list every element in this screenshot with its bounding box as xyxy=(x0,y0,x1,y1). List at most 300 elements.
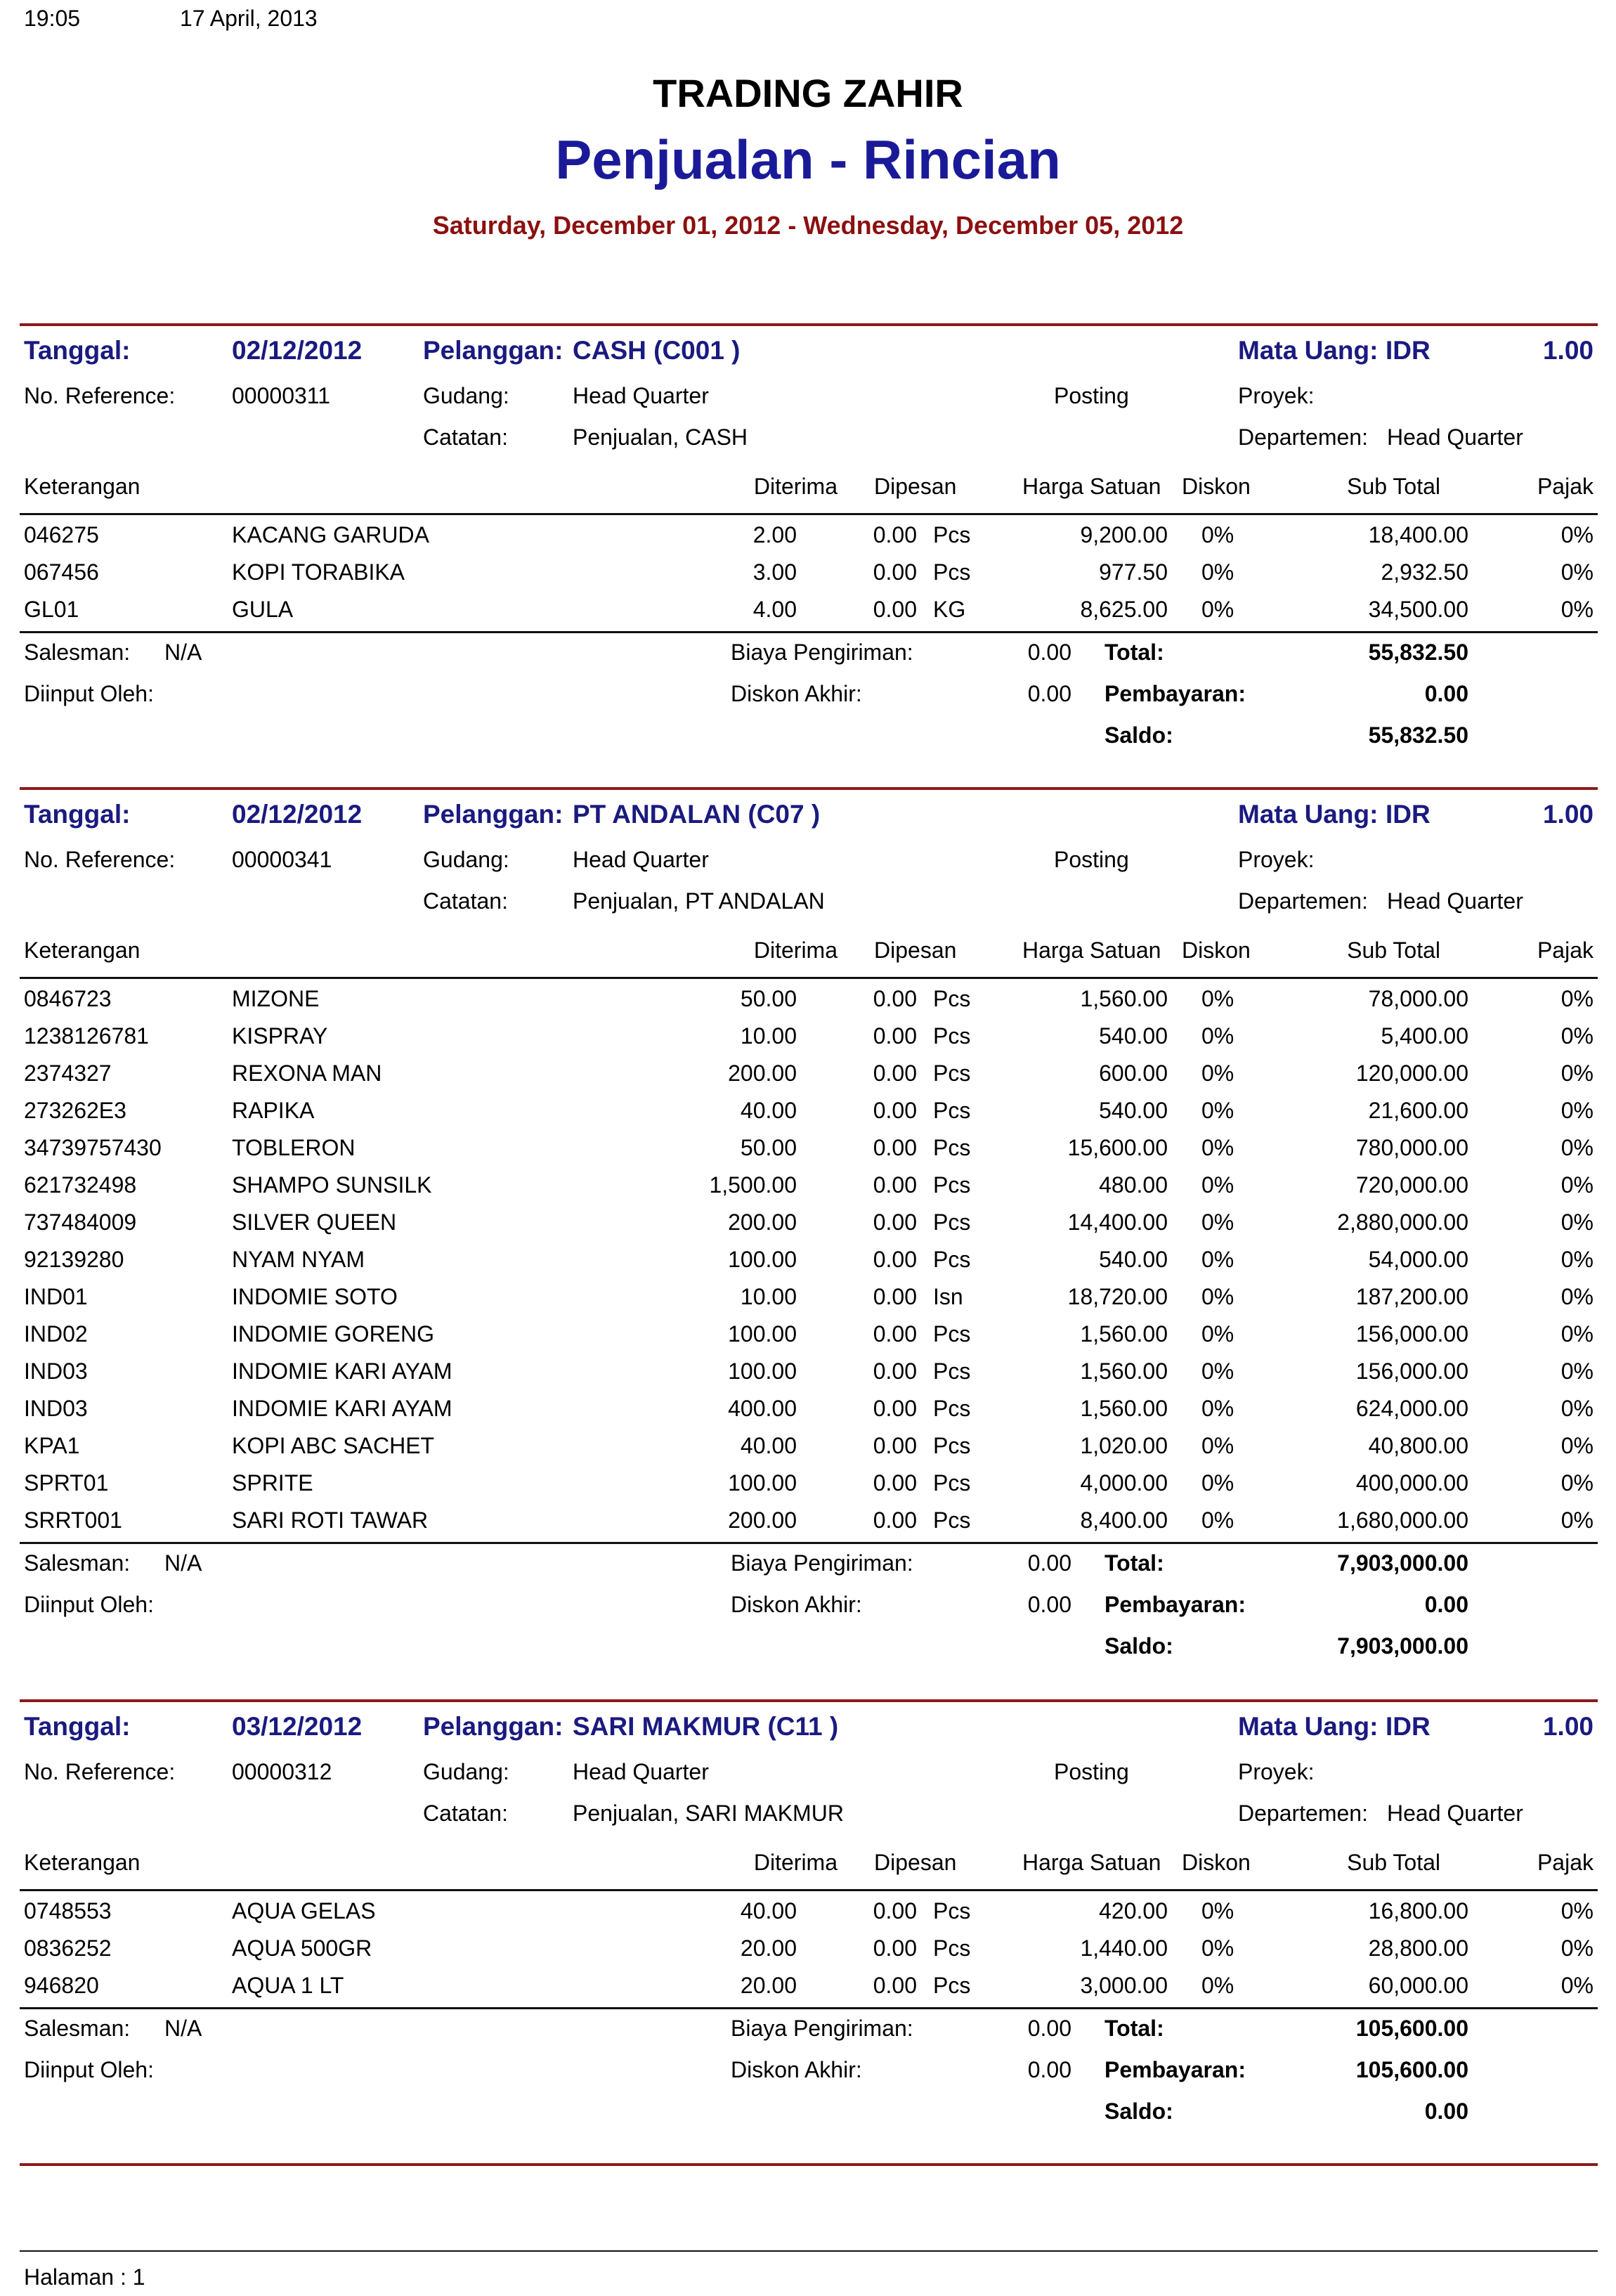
item-harga: 1,560.00 xyxy=(1080,1396,1168,1421)
report-end-rule xyxy=(20,2163,1598,2166)
no-reference-label: No. Reference: xyxy=(24,383,176,408)
kurs-value: 1.00 xyxy=(1542,336,1594,365)
item-unit: KG xyxy=(933,597,966,622)
table-row xyxy=(0,1321,1616,1356)
tanggal-label: Tanggal: xyxy=(24,800,131,829)
pembayaran-label: Pembayaran: xyxy=(1105,1592,1246,1617)
col-dipesan: Dipesan xyxy=(874,1850,957,1875)
item-pajak: 0% xyxy=(1560,522,1594,547)
item-pajak: 0% xyxy=(1560,1358,1594,1384)
item-unit: Pcs xyxy=(933,1470,971,1496)
tanggal-label: Tanggal: xyxy=(24,1712,131,1741)
item-diskon: 0% xyxy=(1201,1433,1234,1458)
table-row xyxy=(0,1023,1616,1058)
item-diskon: 0% xyxy=(1201,1135,1234,1160)
items-bottom-rule xyxy=(20,2007,1598,2009)
item-diskon: 0% xyxy=(1201,522,1234,547)
table-row xyxy=(0,1247,1616,1282)
mata-uang-value: IDR xyxy=(1386,336,1431,365)
salesman-label: Salesman: xyxy=(24,640,131,665)
proyek-label: Proyek: xyxy=(1238,1759,1315,1784)
company-name: TRADING ZAHIR xyxy=(653,71,963,115)
col-keterangan: Keterangan xyxy=(24,938,141,963)
report-title: Penjualan - Rincian xyxy=(555,129,1061,190)
column-header-rule xyxy=(20,1889,1598,1891)
item-harga: 480.00 xyxy=(1099,1172,1168,1198)
kurs-value: 1.00 xyxy=(1542,1712,1594,1741)
item-subtotal: 5,400.00 xyxy=(1381,1023,1468,1049)
transaction-top-rule xyxy=(20,787,1598,790)
item-name: KOPI ABC SACHET xyxy=(232,1433,435,1458)
footer-divider xyxy=(20,2250,1598,2252)
item-pajak: 0% xyxy=(1560,1247,1594,1272)
item-pajak: 0% xyxy=(1560,559,1594,585)
item-code: 046275 xyxy=(24,522,99,547)
item-harga: 1,020.00 xyxy=(1080,1433,1168,1458)
item-unit: Pcs xyxy=(933,1023,971,1049)
item-subtotal: 78,000.00 xyxy=(1368,986,1468,1011)
departemen-label: Departemen: xyxy=(1238,424,1368,450)
mata-uang-value: IDR xyxy=(1386,1712,1431,1741)
item-pajak: 0% xyxy=(1560,1209,1594,1235)
item-diskon: 0% xyxy=(1201,1973,1234,1998)
item-code: IND03 xyxy=(24,1358,88,1384)
item-diterima: 20.00 xyxy=(740,1935,797,1961)
pembayaran-label: Pembayaran: xyxy=(1105,2057,1246,2082)
item-harga: 1,560.00 xyxy=(1080,1321,1168,1347)
item-subtotal: 2,880,000.00 xyxy=(1337,1209,1468,1235)
item-diterima: 2.00 xyxy=(752,522,797,547)
diinput-oleh-label: Diinput Oleh: xyxy=(24,681,154,706)
item-code: GL01 xyxy=(24,597,79,622)
item-code: 067456 xyxy=(24,559,99,585)
col-diterima: Diterima xyxy=(753,1850,838,1875)
item-unit: Pcs xyxy=(933,1507,971,1533)
item-pajak: 0% xyxy=(1560,1507,1594,1533)
item-diterima: 40.00 xyxy=(740,1898,797,1924)
table-row xyxy=(0,986,1616,1021)
item-pajak: 0% xyxy=(1560,1098,1594,1123)
diskon-akhir-value: 0.00 xyxy=(1027,2057,1071,2082)
item-name: INDOMIE SOTO xyxy=(232,1284,398,1309)
item-unit: Isn xyxy=(933,1284,963,1309)
col-sub-total: Sub Total xyxy=(1347,938,1440,963)
total-label: Total: xyxy=(1105,2016,1164,2041)
item-code: 2374327 xyxy=(24,1061,112,1086)
item-code: IND02 xyxy=(24,1321,88,1347)
item-name: MIZONE xyxy=(232,986,320,1011)
item-pajak: 0% xyxy=(1560,986,1594,1011)
gudang-label: Gudang: xyxy=(423,383,509,408)
catatan-value: Penjualan, CASH xyxy=(573,424,748,450)
catatan-label: Catatan: xyxy=(423,424,508,450)
col-harga-satuan: Harga Satuan xyxy=(1022,1850,1161,1875)
item-diterima: 100.00 xyxy=(728,1247,797,1272)
item-harga: 14,400.00 xyxy=(1067,1209,1168,1235)
item-harga: 9,200.00 xyxy=(1080,522,1168,547)
item-name: INDOMIE KARI AYAM xyxy=(232,1358,452,1384)
report-period: Saturday, December 01, 2012 - Wednesday, December 05, 2012 xyxy=(432,211,1184,240)
item-dipesan: 0.00 xyxy=(873,1135,917,1160)
col-diskon: Diskon xyxy=(1182,938,1251,963)
item-dipesan: 0.00 xyxy=(873,1433,917,1458)
item-dipesan: 0.00 xyxy=(873,1358,917,1384)
item-diterima: 100.00 xyxy=(728,1321,797,1347)
col-harga-satuan: Harga Satuan xyxy=(1022,474,1161,499)
mata-uang-value: IDR xyxy=(1386,800,1431,829)
pelanggan-value: PT ANDALAN (C07 ) xyxy=(573,800,821,829)
item-subtotal: 18,400.00 xyxy=(1368,522,1468,547)
item-harga: 600.00 xyxy=(1099,1061,1168,1086)
salesman-label: Salesman: xyxy=(24,2016,131,2041)
item-code: 1238126781 xyxy=(24,1023,149,1049)
item-harga: 8,625.00 xyxy=(1080,597,1168,622)
no-reference-label: No. Reference: xyxy=(24,847,176,872)
table-row xyxy=(0,1396,1616,1431)
item-code: SPRT01 xyxy=(24,1470,109,1496)
salesman-value: N/A xyxy=(164,1550,202,1576)
item-pajak: 0% xyxy=(1560,1396,1594,1421)
item-harga: 15,600.00 xyxy=(1067,1135,1168,1160)
catatan-value: Penjualan, SARI MAKMUR xyxy=(573,1801,844,1826)
tanggal-value: 03/12/2012 xyxy=(232,1712,363,1741)
item-harga: 540.00 xyxy=(1099,1023,1168,1049)
item-pajak: 0% xyxy=(1560,1433,1594,1458)
gudang-label: Gudang: xyxy=(423,847,509,872)
item-diterima: 50.00 xyxy=(740,1135,797,1160)
catatan-value: Penjualan, PT ANDALAN xyxy=(573,888,825,914)
salesman-label: Salesman: xyxy=(24,1550,131,1576)
item-code: 946820 xyxy=(24,1973,99,1998)
item-pajak: 0% xyxy=(1560,1061,1594,1086)
item-unit: Pcs xyxy=(933,1396,971,1421)
item-diterima: 50.00 xyxy=(740,986,797,1011)
item-name: REXONA MAN xyxy=(232,1061,382,1086)
gudang-value: Head Quarter xyxy=(573,383,709,408)
departemen-value: Head Quarter xyxy=(1387,424,1523,450)
item-pajak: 0% xyxy=(1560,1321,1594,1347)
gudang-label: Gudang: xyxy=(423,1759,509,1784)
no-reference-value: 00000312 xyxy=(232,1759,332,1784)
item-subtotal: 1,680,000.00 xyxy=(1337,1507,1468,1533)
pelanggan-label: Pelanggan: xyxy=(423,800,563,829)
item-name: AQUA 1 LT xyxy=(232,1973,344,1998)
diskon-akhir-label: Diskon Akhir: xyxy=(731,1592,862,1617)
item-subtotal: 40,800.00 xyxy=(1368,1433,1468,1458)
transaction-top-rule xyxy=(20,1699,1598,1702)
diskon-akhir-value: 0.00 xyxy=(1027,681,1071,706)
gudang-value: Head Quarter xyxy=(573,847,709,872)
saldo-label: Saldo: xyxy=(1105,722,1173,748)
item-subtotal: 54,000.00 xyxy=(1368,1247,1468,1272)
item-subtotal: 187,200.00 xyxy=(1355,1284,1468,1309)
table-row xyxy=(0,1470,1616,1505)
mata-uang-label: Mata Uang: xyxy=(1238,800,1379,829)
item-subtotal: 60,000.00 xyxy=(1368,1973,1468,1998)
pelanggan-value: CASH (C001 ) xyxy=(573,336,741,365)
salesman-value: N/A xyxy=(164,640,202,665)
item-unit: Pcs xyxy=(933,1098,971,1123)
item-pajak: 0% xyxy=(1560,1135,1594,1160)
kurs-value: 1.00 xyxy=(1542,800,1594,829)
item-harga: 420.00 xyxy=(1099,1898,1168,1924)
item-name: AQUA 500GR xyxy=(232,1935,372,1961)
item-name: INDOMIE GORENG xyxy=(232,1321,435,1347)
item-unit: Pcs xyxy=(933,1433,971,1458)
item-dipesan: 0.00 xyxy=(873,1507,917,1533)
saldo-label: Saldo: xyxy=(1105,2099,1173,2124)
transaction-top-rule xyxy=(20,323,1598,326)
tanggal-value: 02/12/2012 xyxy=(232,336,363,365)
item-name: KOPI TORABIKA xyxy=(232,559,405,585)
posting-label: Posting xyxy=(1054,383,1129,408)
col-dipesan: Dipesan xyxy=(874,938,957,963)
item-dipesan: 0.00 xyxy=(873,1973,917,1998)
item-code: 737484009 xyxy=(24,1209,137,1235)
item-dipesan: 0.00 xyxy=(873,1098,917,1123)
catatan-label: Catatan: xyxy=(423,1801,508,1826)
item-diskon: 0% xyxy=(1201,1172,1234,1198)
item-subtotal: 2,932.50 xyxy=(1381,559,1468,585)
item-diskon: 0% xyxy=(1201,1507,1234,1533)
item-diterima: 20.00 xyxy=(740,1973,797,1998)
table-row xyxy=(0,1284,1616,1319)
col-diskon: Diskon xyxy=(1182,474,1251,499)
item-diterima: 400.00 xyxy=(728,1396,797,1421)
item-dipesan: 0.00 xyxy=(873,1935,917,1961)
col-sub-total: Sub Total xyxy=(1347,474,1440,499)
item-code: IND01 xyxy=(24,1284,88,1309)
table-row xyxy=(0,1061,1616,1096)
item-harga: 1,560.00 xyxy=(1080,1358,1168,1384)
item-name: INDOMIE KARI AYAM xyxy=(232,1396,452,1421)
print-date: 17 April, 2013 xyxy=(180,6,318,31)
item-diskon: 0% xyxy=(1201,1209,1234,1235)
total-label: Total: xyxy=(1105,640,1164,665)
item-code: 273262E3 xyxy=(24,1098,126,1123)
pembayaran-value: 0.00 xyxy=(1424,1592,1468,1617)
table-row xyxy=(0,559,1616,595)
item-diterima: 200.00 xyxy=(728,1209,797,1235)
item-code: 92139280 xyxy=(24,1247,124,1272)
col-pajak: Pajak xyxy=(1537,474,1594,499)
item-diskon: 0% xyxy=(1201,1935,1234,1961)
item-subtotal: 21,600.00 xyxy=(1368,1098,1468,1123)
total-value: 55,832.50 xyxy=(1368,640,1468,665)
item-unit: Pcs xyxy=(933,522,971,547)
table-row xyxy=(0,597,1616,632)
pembayaran-label: Pembayaran: xyxy=(1105,681,1246,706)
biaya-pengiriman-label: Biaya Pengiriman: xyxy=(731,2016,913,2041)
table-row xyxy=(0,1935,1616,1971)
diskon-akhir-value: 0.00 xyxy=(1027,1592,1071,1617)
item-pajak: 0% xyxy=(1560,1284,1594,1309)
no-reference-value: 00000311 xyxy=(232,383,330,408)
tanggal-value: 02/12/2012 xyxy=(232,800,363,829)
item-harga: 3,000.00 xyxy=(1080,1973,1168,1998)
item-subtotal: 624,000.00 xyxy=(1355,1396,1468,1421)
no-reference-value: 00000341 xyxy=(232,847,332,872)
item-pajak: 0% xyxy=(1560,1470,1594,1496)
item-diterima: 3.00 xyxy=(752,559,797,585)
table-row xyxy=(0,1433,1616,1468)
item-diterima: 200.00 xyxy=(728,1061,797,1086)
item-subtotal: 28,800.00 xyxy=(1368,1935,1468,1961)
item-pajak: 0% xyxy=(1560,1023,1594,1049)
total-label: Total: xyxy=(1105,1550,1164,1576)
item-harga: 540.00 xyxy=(1099,1247,1168,1272)
saldo-value: 7,903,000.00 xyxy=(1337,1633,1468,1659)
item-unit: Pcs xyxy=(933,1898,971,1924)
col-diterima: Diterima xyxy=(753,474,838,499)
item-diterima: 40.00 xyxy=(740,1433,797,1458)
diinput-oleh-label: Diinput Oleh: xyxy=(24,2057,154,2082)
item-code: 0748553 xyxy=(24,1898,112,1924)
items-bottom-rule xyxy=(20,631,1598,633)
item-code: SRRT001 xyxy=(24,1507,122,1533)
departemen-label: Departemen: xyxy=(1238,1801,1368,1826)
gudang-value: Head Quarter xyxy=(573,1759,709,1784)
item-diterima: 100.00 xyxy=(728,1358,797,1384)
biaya-pengiriman-label: Biaya Pengiriman: xyxy=(731,1550,913,1576)
no-reference-label: No. Reference: xyxy=(24,1759,176,1784)
table-row xyxy=(0,1209,1616,1245)
item-code: 0836252 xyxy=(24,1935,112,1961)
item-code: 34739757430 xyxy=(24,1135,162,1160)
item-name: SILVER QUEEN xyxy=(232,1209,397,1235)
item-diskon: 0% xyxy=(1201,1470,1234,1496)
departemen-value: Head Quarter xyxy=(1387,1801,1523,1826)
pelanggan-label: Pelanggan: xyxy=(423,1712,563,1741)
item-harga: 977.50 xyxy=(1099,559,1168,585)
item-diterima: 200.00 xyxy=(728,1507,797,1533)
item-harga: 1,440.00 xyxy=(1080,1935,1168,1961)
table-row xyxy=(0,1973,1616,2008)
item-subtotal: 34,500.00 xyxy=(1368,597,1468,622)
item-unit: Pcs xyxy=(933,559,971,585)
item-unit: Pcs xyxy=(933,986,971,1011)
saldo-value: 55,832.50 xyxy=(1368,722,1468,748)
item-unit: Pcs xyxy=(933,1358,971,1384)
item-subtotal: 156,000.00 xyxy=(1355,1321,1468,1347)
col-pajak: Pajak xyxy=(1537,938,1594,963)
item-unit: Pcs xyxy=(933,1247,971,1272)
item-code: 621732498 xyxy=(24,1172,137,1198)
item-diterima: 100.00 xyxy=(728,1470,797,1496)
item-code: 0846723 xyxy=(24,986,112,1011)
item-harga: 8,400.00 xyxy=(1080,1507,1168,1533)
items-bottom-rule xyxy=(20,1542,1598,1544)
proyek-label: Proyek: xyxy=(1238,847,1315,872)
item-name: RAPIKA xyxy=(232,1098,315,1123)
item-dipesan: 0.00 xyxy=(873,1172,917,1198)
salesman-value: N/A xyxy=(164,2016,202,2041)
diskon-akhir-label: Diskon Akhir: xyxy=(731,681,862,706)
pembayaran-value: 0.00 xyxy=(1424,681,1468,706)
proyek-label: Proyek: xyxy=(1238,383,1315,408)
item-code: IND03 xyxy=(24,1396,88,1421)
table-row xyxy=(0,1358,1616,1394)
item-subtotal: 780,000.00 xyxy=(1355,1135,1468,1160)
item-dipesan: 0.00 xyxy=(873,1061,917,1086)
col-sub-total: Sub Total xyxy=(1347,1850,1440,1875)
item-name: KISPRAY xyxy=(232,1023,328,1049)
item-diterima: 40.00 xyxy=(740,1098,797,1123)
catatan-label: Catatan: xyxy=(423,888,508,914)
table-row xyxy=(0,1135,1616,1170)
col-keterangan: Keterangan xyxy=(24,1850,141,1875)
item-diskon: 0% xyxy=(1201,597,1234,622)
col-pajak: Pajak xyxy=(1537,1850,1594,1875)
item-dipesan: 0.00 xyxy=(873,1209,917,1235)
item-unit: Pcs xyxy=(933,1209,971,1235)
item-dipesan: 0.00 xyxy=(873,1247,917,1272)
mata-uang-label: Mata Uang: xyxy=(1238,336,1379,365)
item-harga: 18,720.00 xyxy=(1067,1284,1168,1309)
col-dipesan: Dipesan xyxy=(874,474,957,499)
item-diskon: 0% xyxy=(1201,1098,1234,1123)
posting-label: Posting xyxy=(1054,847,1129,872)
col-keterangan: Keterangan xyxy=(24,474,141,499)
saldo-value: 0.00 xyxy=(1424,2099,1468,2124)
print-time: 19:05 xyxy=(24,6,81,31)
diskon-akhir-label: Diskon Akhir: xyxy=(731,2057,862,2082)
item-diterima: 1,500.00 xyxy=(709,1172,797,1198)
total-value: 105,600.00 xyxy=(1355,2016,1468,2041)
item-pajak: 0% xyxy=(1560,1935,1594,1961)
item-subtotal: 120,000.00 xyxy=(1355,1061,1468,1086)
item-name: SHAMPO SUNSILK xyxy=(232,1172,432,1198)
table-row xyxy=(0,1507,1616,1543)
pelanggan-value: SARI MAKMUR (C11 ) xyxy=(573,1712,839,1741)
item-diterima: 10.00 xyxy=(740,1023,797,1049)
item-subtotal: 720,000.00 xyxy=(1355,1172,1468,1198)
item-subtotal: 16,800.00 xyxy=(1368,1898,1468,1924)
item-unit: Pcs xyxy=(933,1935,971,1961)
item-diskon: 0% xyxy=(1201,1284,1234,1309)
item-harga: 1,560.00 xyxy=(1080,986,1168,1011)
posting-label: Posting xyxy=(1054,1759,1129,1784)
item-dipesan: 0.00 xyxy=(873,1470,917,1496)
table-row xyxy=(0,522,1616,557)
table-row xyxy=(0,1098,1616,1133)
item-diskon: 0% xyxy=(1201,1396,1234,1421)
item-diskon: 0% xyxy=(1201,1321,1234,1347)
column-header-rule xyxy=(20,513,1598,515)
item-dipesan: 0.00 xyxy=(873,1396,917,1421)
item-subtotal: 400,000.00 xyxy=(1355,1470,1468,1496)
biaya-pengiriman-label: Biaya Pengiriman: xyxy=(731,640,913,665)
item-name: AQUA GELAS xyxy=(232,1898,376,1924)
item-unit: Pcs xyxy=(933,1172,971,1198)
saldo-label: Saldo: xyxy=(1105,1633,1173,1659)
item-harga: 4,000.00 xyxy=(1080,1470,1168,1496)
col-diskon: Diskon xyxy=(1182,1850,1251,1875)
item-unit: Pcs xyxy=(933,1321,971,1347)
table-row xyxy=(0,1898,1616,1933)
item-name: NYAM NYAM xyxy=(232,1247,365,1272)
biaya-pengiriman-value: 0.00 xyxy=(1027,1550,1071,1576)
item-name: KACANG GARUDA xyxy=(232,522,429,547)
item-dipesan: 0.00 xyxy=(873,597,917,622)
table-row xyxy=(0,1172,1616,1207)
item-name: GULA xyxy=(232,597,294,622)
item-dipesan: 0.00 xyxy=(873,1023,917,1049)
item-dipesan: 0.00 xyxy=(873,522,917,547)
item-diskon: 0% xyxy=(1201,986,1234,1011)
item-unit: Pcs xyxy=(933,1061,971,1086)
total-value: 7,903,000.00 xyxy=(1337,1550,1468,1576)
